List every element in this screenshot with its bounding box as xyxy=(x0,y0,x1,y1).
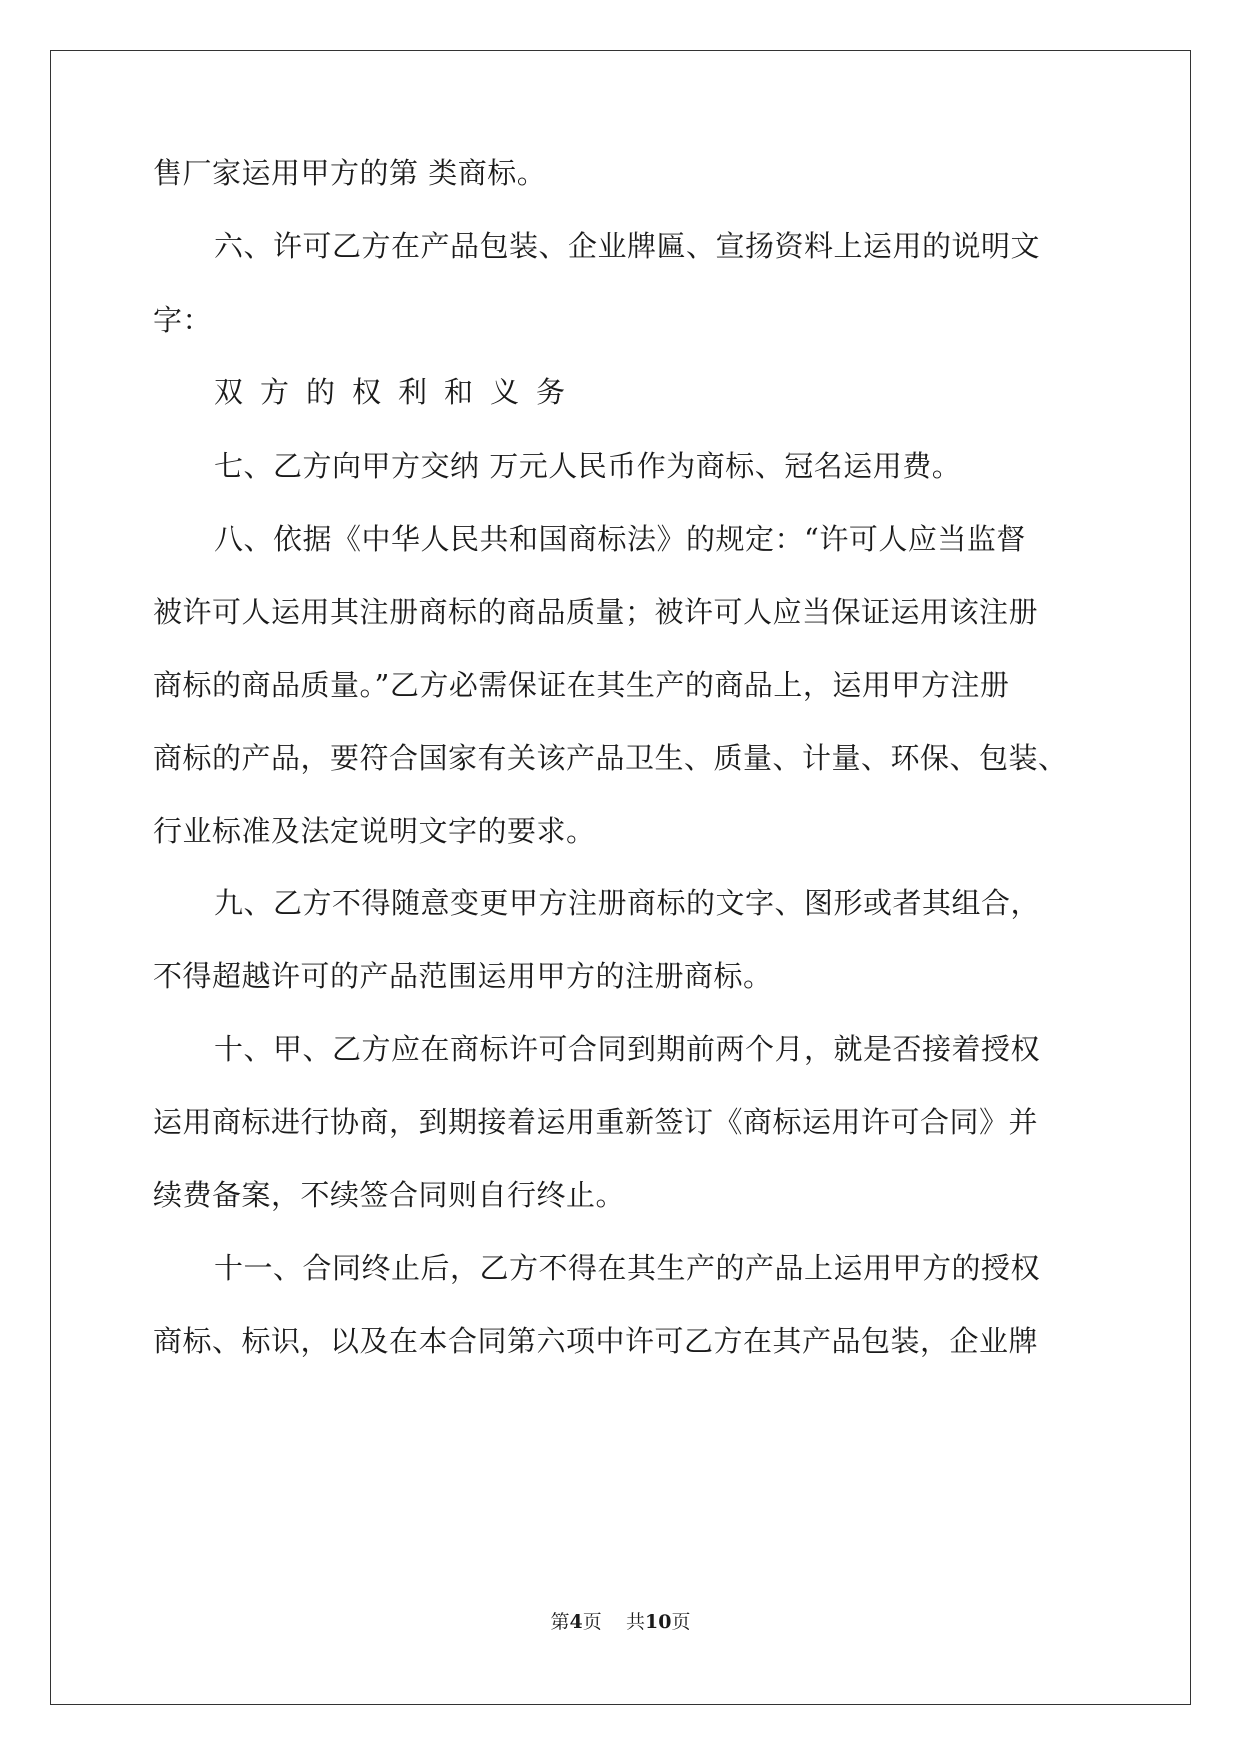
text-line-7: 被许可人运用其注册商标的商品质量；被许可人应当保证运用该注册 xyxy=(153,595,1039,629)
page-footer xyxy=(0,1610,1241,1634)
footer-total-pages: 10 xyxy=(644,1611,672,1633)
text-line-16: 十一、合同终止后，乙方不得在其生产的产品上运用甲方的授权 xyxy=(214,1251,1041,1285)
text-line-13: 十、甲、乙方应在商标许可合同到期前两个月，就是否接着授权 xyxy=(214,1032,1041,1066)
text-line-15: 续费备案，不续签合同则自行终止。 xyxy=(153,1178,626,1212)
text-line-9: 商标的产品，要符合国家有关该产品卫生、质量、计量、环保、包装、 xyxy=(153,741,1068,775)
text-line-6: 八、依据《中华人民共和国商标法》的规定：“许可人应当监督 xyxy=(214,522,1026,556)
text-line-12: 不得超越许可的产品范围运用甲方的注册商标。 xyxy=(153,959,773,993)
text-line-11: 九、乙方不得随意变更甲方注册商标的文字、图形或者其组合， xyxy=(214,886,1041,920)
footer-page-suffix: 页 xyxy=(582,1611,602,1633)
page-border xyxy=(50,50,1191,1705)
text-line-17: 商标、标识，以及在本合同第六项中许可乙方在其产品包装，企业牌 xyxy=(153,1324,1039,1358)
text-line-2: 六、许可乙方在产品包装、企业牌匾、宣扬资料上运用的说明文 xyxy=(214,229,1041,263)
text-line-14: 运用商标进行协商，到期接着运用重新签订《商标运用许可合同》并 xyxy=(153,1105,1039,1139)
text-line-8: 商标的商品质量。”乙方必需保证在其生产的商品上，运用甲方注册 xyxy=(153,668,1010,702)
footer-page-number: 4 xyxy=(569,1611,583,1633)
footer-total-suffix: 页 xyxy=(671,1611,691,1633)
text-line-10: 行业标准及法定说明文字的要求。 xyxy=(153,814,596,848)
text-line-1: 售厂家运用甲方的第 类商标。 xyxy=(153,156,547,190)
footer-total-prefix: 共 xyxy=(625,1611,645,1633)
section-heading-rights: 双方的权利和义务 xyxy=(214,375,583,409)
footer-page-prefix: 第 xyxy=(550,1611,570,1633)
text-line-3: 字： xyxy=(153,303,213,337)
text-line-5: 七、乙方向甲方交纳 万元人民币作为商标、冠名运用费。 xyxy=(214,449,962,483)
